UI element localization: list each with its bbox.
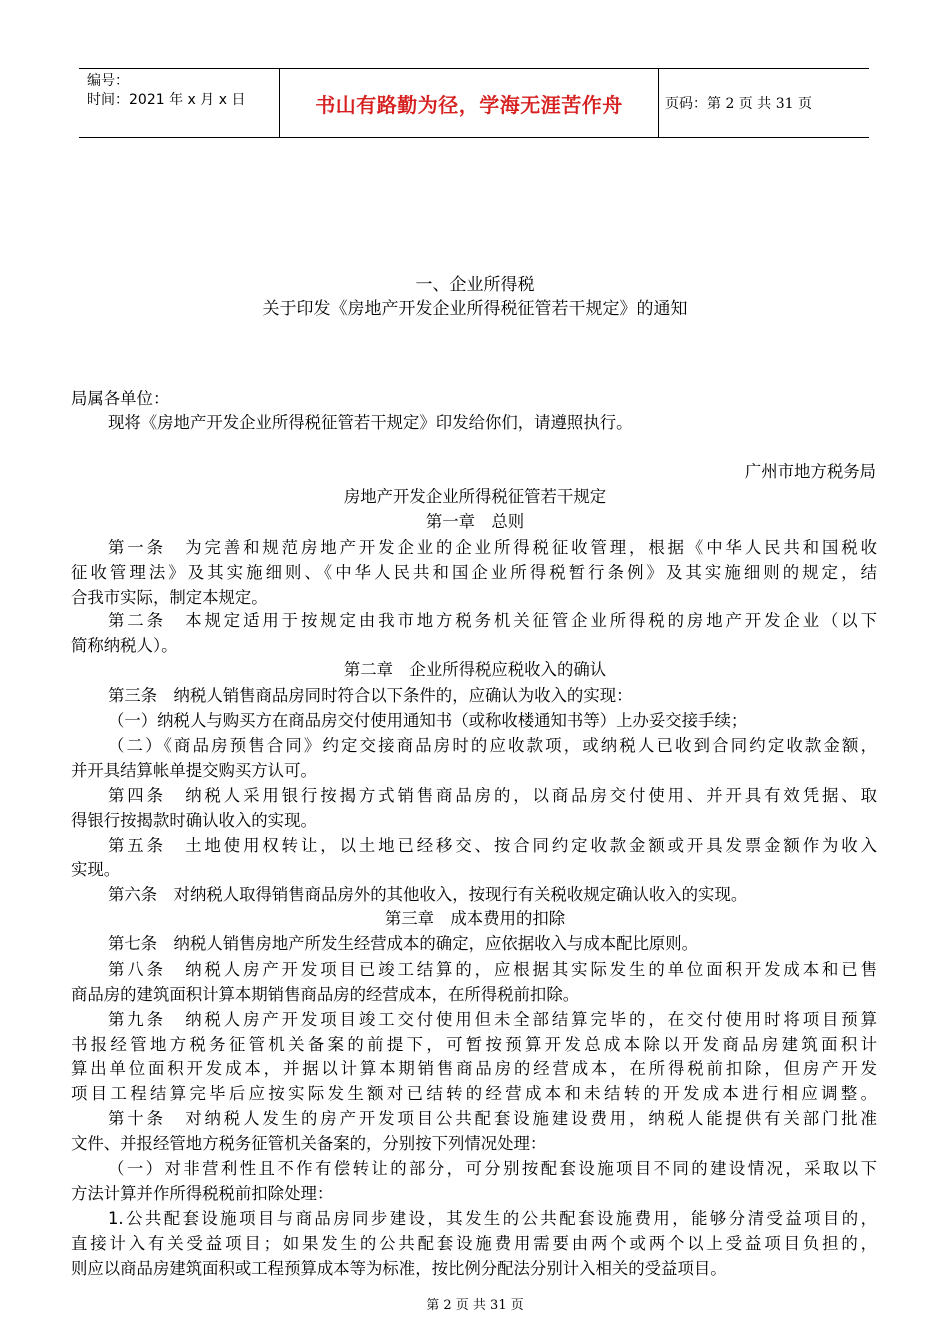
- article-5-line: 第五条 土地使用权转让，以土地已经移交、按合同约定收款金额或开具发票金额作为收入: [108, 836, 877, 855]
- chapter-3-heading: 第三章 成本费用的扣除: [384, 909, 566, 928]
- article-10-line: 文件、并报经管地方税务征管机关备案的，分别按下列情况处理：: [71, 1134, 547, 1153]
- header-left-cell: [79, 69, 280, 137]
- section-title: 一、企业所得税: [415, 275, 535, 295]
- intro-paragraph: 现将《房地产开发企业所得税征管若干规定》印发给你们，请遵照执行。: [108, 413, 633, 432]
- article-10-point-1-line: 1.公共配套设施项目与商品房同步建设，其发生的公共配套设施费用，能够分清受益项目的，: [108, 1209, 877, 1228]
- article-10-item-1-line: 方法计算并作所得税税前扣除处理：: [71, 1184, 334, 1203]
- article-9-line: 第九条 纳税人房产开发项目竣工交付使用但未全部结算完毕的，在交付使用时将项目预算: [108, 1010, 877, 1029]
- article-3-item-2-line: （二）《商品房预售合同》约定交接商品房时的应收款项，或纳税人已收到合同约定收款金额，: [108, 736, 877, 755]
- article-9-line: 书报经管地方税务征管机关备案的前提下，可暂按预算开发总成本除以开发商品房建筑面积计: [71, 1035, 877, 1054]
- article-7: 第七条 纳税人销售房地产所发生经营成本的确定，应依据收入与成本配比原则。: [108, 934, 699, 953]
- article-10-line: 第十条 对纳税人发生的房产开发项目公共配套设施建设费用，纳税人能提供有关部门批准: [108, 1109, 877, 1128]
- document-title: 房地产开发企业所得税征管若干规定: [343, 487, 607, 506]
- page-footer: 第 2 页 共 31 页: [426, 1298, 524, 1313]
- chapter-2-heading: 第二章 企业所得税应税收入的确认: [343, 660, 607, 679]
- article-3-item-1: （一）纳税人与购买方在商品房交付使用通知书（或称收楼通知书等）上办妥交接手续；: [108, 711, 748, 730]
- article-1-line: 合我市实际，制定本规定。: [71, 588, 268, 607]
- time-label: 时间：2021 年 x 月 x 日: [87, 92, 246, 108]
- article-10-point-1-line: 直接计入有关受益项目；如果发生的公共配套设施费用需要由两个或两个以上受益项目负担的，: [71, 1234, 877, 1253]
- article-2-line: 第二条 本规定适用于按规定由我市地方税务机关征管企业所得税的房地产开发企业（以下: [108, 611, 877, 630]
- motto-text: 书山有路勤为径，学海无涯苦作舟: [315, 92, 623, 117]
- header-middle-cell: [280, 69, 659, 137]
- article-1-line: 第一条 为完善和规范房地产开发企业的企业所得税征收管理，根据《中华人民共和国税收: [108, 538, 877, 557]
- article-4-line: 第四条 纳税人采用银行按揭方式销售商品房的，以商品房交付使用、并开具有效凭据、取: [108, 786, 877, 805]
- notice-title: 关于印发《房地产开发企业所得税征管若干规定》的通知: [262, 299, 688, 319]
- header-right-cell: [659, 69, 869, 137]
- article-2-line: 简称纳税人）。: [71, 636, 178, 655]
- article-4-line: 得银行按揭款时确认收入的实现。: [71, 811, 317, 830]
- issuer: 广州市地方税务局: [744, 462, 876, 481]
- number-label: 编号：: [87, 73, 129, 89]
- article-10-point-1-line: 则应以商品房建筑面积或工程预算成本等为标准，按比例分配法分别计入相关的受益项目。: [71, 1259, 727, 1278]
- page-info: 页码：第 2 页 共 31 页: [665, 96, 812, 112]
- article-8-line: 第八条 纳税人房产开发项目已竣工结算的，应根据其实际发生的单位面积开发成本和已售: [108, 960, 877, 979]
- article-3-item-2-line: 并开具结算帐单提交购买方认可。: [71, 761, 317, 780]
- article-6: 第六条 对纳税人取得销售商品房外的其他收入，按现行有关税收规定确认收入的实现。: [108, 885, 748, 904]
- article-3: 第三条 纳税人销售商品房同时符合以下条件的，应确认为收入的实现：: [108, 686, 633, 705]
- chapter-1-heading: 第一章 总则: [425, 512, 525, 531]
- article-10-item-1-line: （一）对非营利性且不作有偿转让的部分，可分别按配套设施项目不同的建设情况，采取以下: [108, 1159, 877, 1178]
- article-9-line: 项目工程结算完毕后应按实际发生额对已结转的经营成本和未结转的开发成本进行相应调整。: [71, 1084, 877, 1103]
- article-8-line: 商品房的建筑面积计算本期销售商品房的经营成本，在所得税前扣除。: [71, 985, 580, 1004]
- page-header: [79, 68, 869, 138]
- article-5-line: 实现。: [71, 860, 121, 879]
- addressee: 局属各单位：: [71, 389, 170, 408]
- article-9-line: 算出单位面积开发成本，并据以计算本期销售商品房的经营成本，在所得税前扣除，但房产开发: [71, 1059, 877, 1078]
- article-1-line: 征收管理法》及其实施细则、《中华人民共和国企业所得税暂行条例》及其实施细则的规定，结: [71, 563, 877, 582]
